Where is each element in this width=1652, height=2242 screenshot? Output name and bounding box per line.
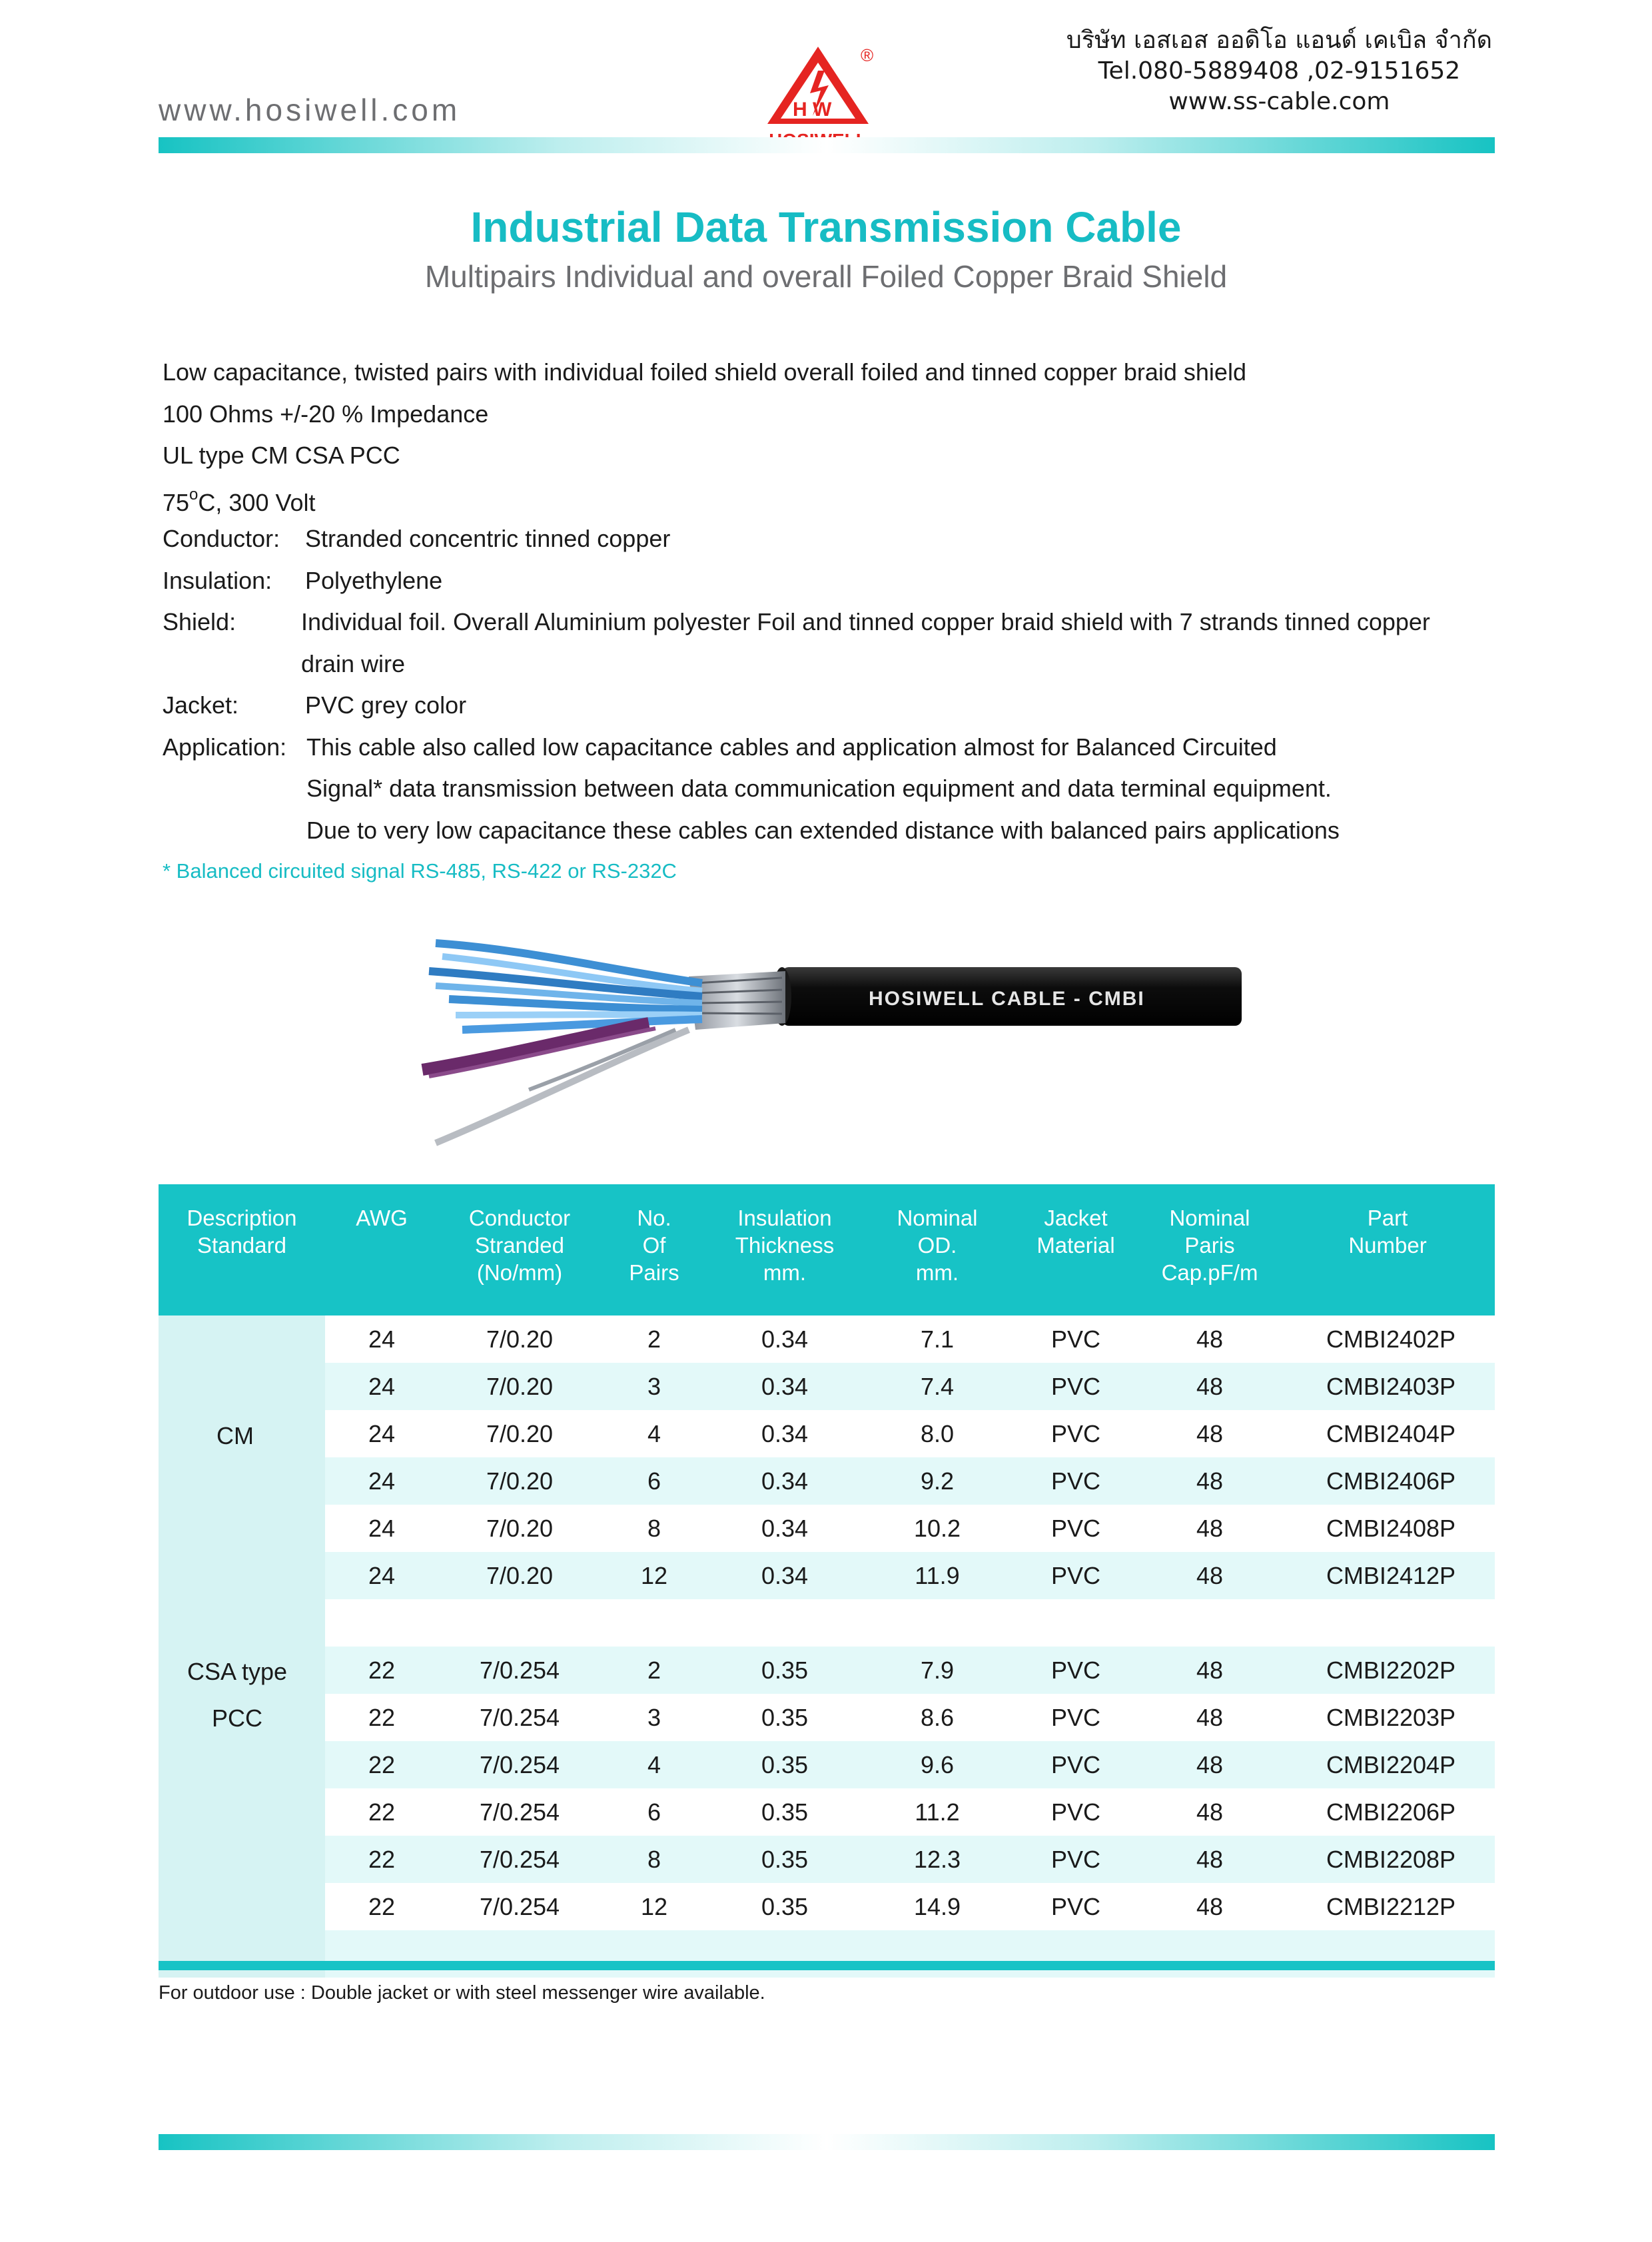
table-row [159, 1552, 1495, 1599]
page-title: Industrial Data Transmission Cable [470, 203, 1182, 251]
table-cell: 6 [601, 1788, 707, 1836]
table-cell [862, 1599, 1013, 1647]
table-cell [862, 1930, 1013, 1978]
table-row [159, 1363, 1495, 1410]
table-cell: 22 [325, 1788, 438, 1836]
table-cell [707, 1930, 862, 1978]
table-cell: 3 [601, 1363, 707, 1410]
column-header: Nominal Paris Cap.pF/m [1139, 1184, 1280, 1315]
table-cell: 12.3 [862, 1836, 1013, 1883]
table-cell [1139, 1930, 1280, 1978]
table-cell: 0.35 [707, 1647, 862, 1694]
table-cell: CMBI2202P [1280, 1647, 1495, 1694]
table-cell [1139, 1599, 1280, 1647]
table-cell: 22 [325, 1741, 438, 1788]
table-cell: CMBI2203P [1280, 1694, 1495, 1741]
table-cell [325, 1930, 438, 1978]
table-cell: 7/0.254 [438, 1694, 601, 1741]
table-cell: 0.35 [707, 1741, 862, 1788]
table-row [159, 1315, 1495, 1363]
column-header: Conductor Stranded (No/mm) [438, 1184, 601, 1315]
table-cell: 11.9 [862, 1552, 1013, 1599]
table-cell: 48 [1139, 1883, 1280, 1930]
table-cell: CMBI2208P [1280, 1836, 1495, 1883]
table-cell: CMBI2206P [1280, 1788, 1495, 1836]
table-cell: 7.4 [862, 1363, 1013, 1410]
cable-print-text: HOSIWELL CABLE - CMBI [869, 988, 1145, 1010]
table-cell [601, 1599, 707, 1647]
table-cell: 7.9 [862, 1647, 1013, 1694]
company-phone: Tel.080-5889408 ,02-9151652 [1098, 57, 1461, 85]
footer-gradient-bar [159, 2134, 1495, 2150]
table-cell: 12 [601, 1883, 707, 1930]
table-cell: 22 [325, 1836, 438, 1883]
table-cell: 24 [325, 1552, 438, 1599]
table-cell: 0.35 [707, 1883, 862, 1930]
table-cell: 48 [1139, 1363, 1280, 1410]
table-cell: 4 [601, 1410, 707, 1457]
table-cell [707, 1599, 862, 1647]
table-cell: CMBI2404P [1280, 1410, 1495, 1457]
table-row [159, 1930, 1495, 1978]
table-row [159, 1410, 1495, 1457]
table-cell: 2 [601, 1315, 707, 1363]
company-website: www.ss-cable.com [1168, 88, 1390, 115]
table-cell: 7/0.254 [438, 1836, 601, 1883]
table-cell: 7/0.20 [438, 1552, 601, 1599]
table-cell: 14.9 [862, 1883, 1013, 1930]
logo-letters: H W [793, 99, 832, 121]
table-cell: 22 [325, 1647, 438, 1694]
table-cell: 48 [1139, 1505, 1280, 1552]
table-cell: 10.2 [862, 1505, 1013, 1552]
description-standard-cell [159, 1315, 325, 1978]
table-row [159, 1883, 1495, 1930]
table-cell: 12 [601, 1552, 707, 1599]
group-label-pcc: PCC [211, 1704, 262, 1732]
table-cell [601, 1930, 707, 1978]
table-row [159, 1457, 1495, 1505]
table-cell: 22 [325, 1694, 438, 1741]
table-cell [438, 1599, 601, 1647]
table-cell: PVC [1013, 1788, 1139, 1836]
table-cell: CMBI2212P [1280, 1883, 1495, 1930]
table-cell: PVC [1013, 1741, 1139, 1788]
spec-table [159, 1184, 1495, 1978]
table-cell: CMBI2402P [1280, 1315, 1495, 1363]
table-cell: PVC [1013, 1694, 1139, 1741]
table-row [159, 1788, 1495, 1836]
table-cell: 8.6 [862, 1694, 1013, 1741]
table-cell: PVC [1013, 1883, 1139, 1930]
table-row [159, 1505, 1495, 1552]
table-cell [1013, 1599, 1139, 1647]
table-cell: 22 [325, 1883, 438, 1930]
table-cell: 8 [601, 1505, 707, 1552]
table-row [159, 1694, 1495, 1741]
table-cell: 48 [1139, 1694, 1280, 1741]
table-cell: 48 [1139, 1836, 1280, 1883]
table-row [159, 1647, 1495, 1694]
table-cell: 0.34 [707, 1457, 862, 1505]
table-row [159, 1599, 1495, 1647]
table-row [159, 1741, 1495, 1788]
table-cell [1280, 1599, 1495, 1647]
table-cell: 0.34 [707, 1552, 862, 1599]
table-cell: 0.34 [707, 1363, 862, 1410]
table-cell: 7/0.254 [438, 1647, 601, 1694]
table-cell [325, 1599, 438, 1647]
table-cell: 2 [601, 1647, 707, 1694]
table-cell: 7/0.20 [438, 1363, 601, 1410]
table-cell: 11.2 [862, 1788, 1013, 1836]
table-cell: 48 [1139, 1552, 1280, 1599]
table-cell: 24 [325, 1363, 438, 1410]
table-cell: PVC [1013, 1505, 1139, 1552]
table-cell: 24 [325, 1315, 438, 1363]
table-cell: 6 [601, 1457, 707, 1505]
table-cell [438, 1930, 601, 1978]
table-cell: 0.34 [707, 1505, 862, 1552]
company-name: บริษัท เอสเอส ออดิโอ แอนด์ เคเบิล จำกัด [1066, 27, 1492, 54]
table-cell [1280, 1930, 1495, 1978]
page-subtitle: Multipairs Individual and overall Foiled Copper Braid Shield [424, 259, 1228, 294]
table-cell: 7/0.254 [438, 1788, 601, 1836]
table-cell: 9.6 [862, 1741, 1013, 1788]
table-bottom-line [159, 1961, 1495, 1970]
table-cell: 48 [1139, 1788, 1280, 1836]
table-cell: 7/0.254 [438, 1741, 601, 1788]
table-cell: 7/0.20 [438, 1457, 601, 1505]
registered-mark: ® [861, 45, 874, 65]
outdoor-footnote: For outdoor use : Double jacket or with steel messenger wire available. [159, 1982, 765, 2004]
table-cell: 0.35 [707, 1788, 862, 1836]
table-cell: 48 [1139, 1741, 1280, 1788]
table-cell: 48 [1139, 1647, 1280, 1694]
table-cell: PVC [1013, 1410, 1139, 1457]
table-cell: 4 [601, 1741, 707, 1788]
cable-image [409, 930, 1242, 1150]
table-cell: 0.34 [707, 1410, 862, 1457]
column-header: No. Of Pairs [601, 1184, 707, 1315]
table-header-row [159, 1184, 1495, 1315]
table-cell: PVC [1013, 1315, 1139, 1363]
degree-symbol: o [189, 485, 199, 504]
table-cell: 7/0.20 [438, 1315, 601, 1363]
website-url: www.hosiwell.com [159, 93, 461, 127]
table-cell: 0.35 [707, 1836, 862, 1883]
table-cell: PVC [1013, 1552, 1139, 1599]
table-cell: 8.0 [862, 1410, 1013, 1457]
table-cell: CMBI2204P [1280, 1741, 1495, 1788]
table-cell: CMBI2408P [1280, 1505, 1495, 1552]
table-cell: 48 [1139, 1410, 1280, 1457]
table-cell: 8 [601, 1836, 707, 1883]
table-cell: 0.35 [707, 1694, 862, 1741]
column-header: Part Number [1280, 1184, 1495, 1315]
company-info [1066, 25, 1492, 117]
table-cell: 48 [1139, 1457, 1280, 1505]
table-cell: 0.34 [707, 1315, 862, 1363]
column-header: Jacket Material [1013, 1184, 1139, 1315]
header-gradient-bar [159, 137, 1495, 153]
group-label-csa: CSA type [187, 1658, 288, 1685]
table-cell: PVC [1013, 1647, 1139, 1694]
group-label-cm: CM [216, 1422, 254, 1449]
table-cell: 7.1 [862, 1315, 1013, 1363]
table-row [159, 1836, 1495, 1883]
table-cell: PVC [1013, 1363, 1139, 1410]
column-header: Nominal OD. mm. [862, 1184, 1013, 1315]
balanced-signal-note: * Balanced circuited signal RS-485, RS-422 or RS-232C [163, 859, 677, 883]
column-header: Description Standard [159, 1184, 325, 1315]
table-cell: 7/0.254 [438, 1883, 601, 1930]
table-cell: PVC [1013, 1836, 1139, 1883]
table-cell: 24 [325, 1410, 438, 1457]
table-cell: 9.2 [862, 1457, 1013, 1505]
table-cell: CMBI2406P [1280, 1457, 1495, 1505]
table-cell [1013, 1930, 1139, 1978]
table-cell: CMBI2412P [1280, 1552, 1495, 1599]
table-cell: 7/0.20 [438, 1410, 601, 1457]
table-cell: 24 [325, 1505, 438, 1552]
column-header: Insulation Thickness mm. [707, 1184, 862, 1315]
table-cell: PVC [1013, 1457, 1139, 1505]
table-cell: 48 [1139, 1315, 1280, 1363]
table-cell: 3 [601, 1694, 707, 1741]
table-cell: 24 [325, 1457, 438, 1505]
table-cell: 7/0.20 [438, 1505, 601, 1552]
table-cell: CMBI2403P [1280, 1363, 1495, 1410]
column-header: AWG [325, 1184, 438, 1315]
